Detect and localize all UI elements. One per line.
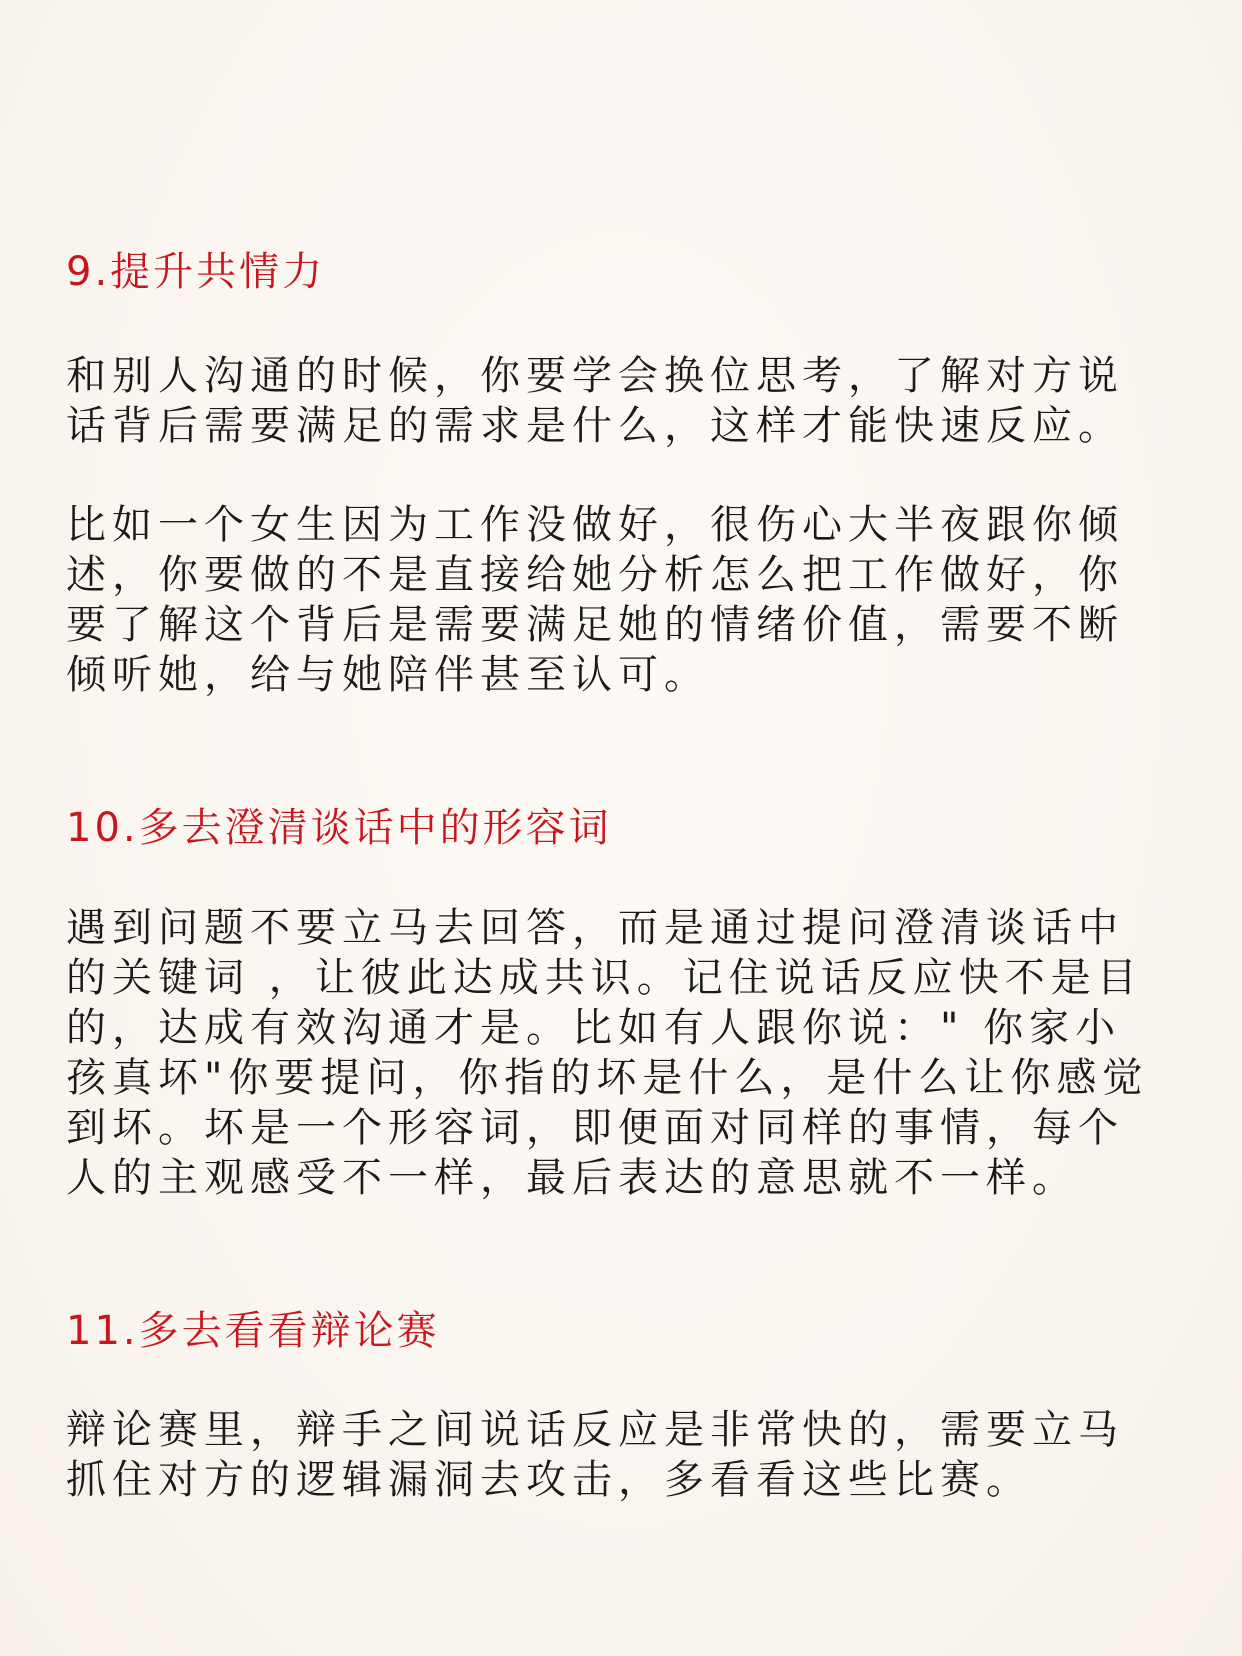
- text-line: 到坏。坏是一个形容词，即便面对同样的事情，每个: [66, 1105, 1124, 1151]
- text-line: 比如一个女生因为工作没做好，很伤心大半夜跟你倾: [66, 502, 1124, 548]
- section-heading-11: 11.多去看看辩论赛: [66, 1308, 440, 1354]
- text-line: 的，达成有效沟通才是。比如有人跟你说：" 你家小: [66, 1005, 1122, 1051]
- paragraph-9-1: [66, 351, 1124, 451]
- paragraph-9-2: [66, 500, 1124, 700]
- text-line: 倾听她，给与她陪伴甚至认可。: [66, 652, 710, 698]
- text-line: 抓住对方的逻辑漏洞去攻击，多看看这些比赛。: [66, 1457, 1032, 1503]
- text-line: 辩论赛里，辩手之间说话反应是非常快的，需要立马: [66, 1407, 1124, 1453]
- section-heading-10: 10.多去澄清谈话中的形容词: [66, 805, 612, 851]
- text-line: 孩真坏"你要提问，你指的坏是什么，是什么让你感觉: [66, 1055, 1149, 1101]
- paragraph-10-1: [66, 903, 1148, 1203]
- section-heading-9: 9.提升共情力: [66, 249, 326, 295]
- text-line: 人的主观感受不一样，最后表达的意思就不一样。: [66, 1155, 1078, 1201]
- paragraph-11-1: [66, 1405, 1124, 1505]
- text-line: 和别人沟通的时候，你要学会换位思考，了解对方说: [66, 353, 1124, 399]
- text-line: 话背后需要满足的需求是什么，这样才能快速反应。: [66, 403, 1124, 449]
- text-line: 的关键词 ，让彼此达成共识。记住说话反应快不是目: [66, 955, 1143, 1001]
- text-line: 要了解这个背后是需要满足她的情绪价值，需要不断: [66, 602, 1124, 648]
- text-line: 述，你要做的不是直接给她分析怎么把工作做好，你: [66, 552, 1124, 598]
- text-line: 遇到问题不要立马去回答，而是通过提问澄清谈话中: [66, 905, 1124, 951]
